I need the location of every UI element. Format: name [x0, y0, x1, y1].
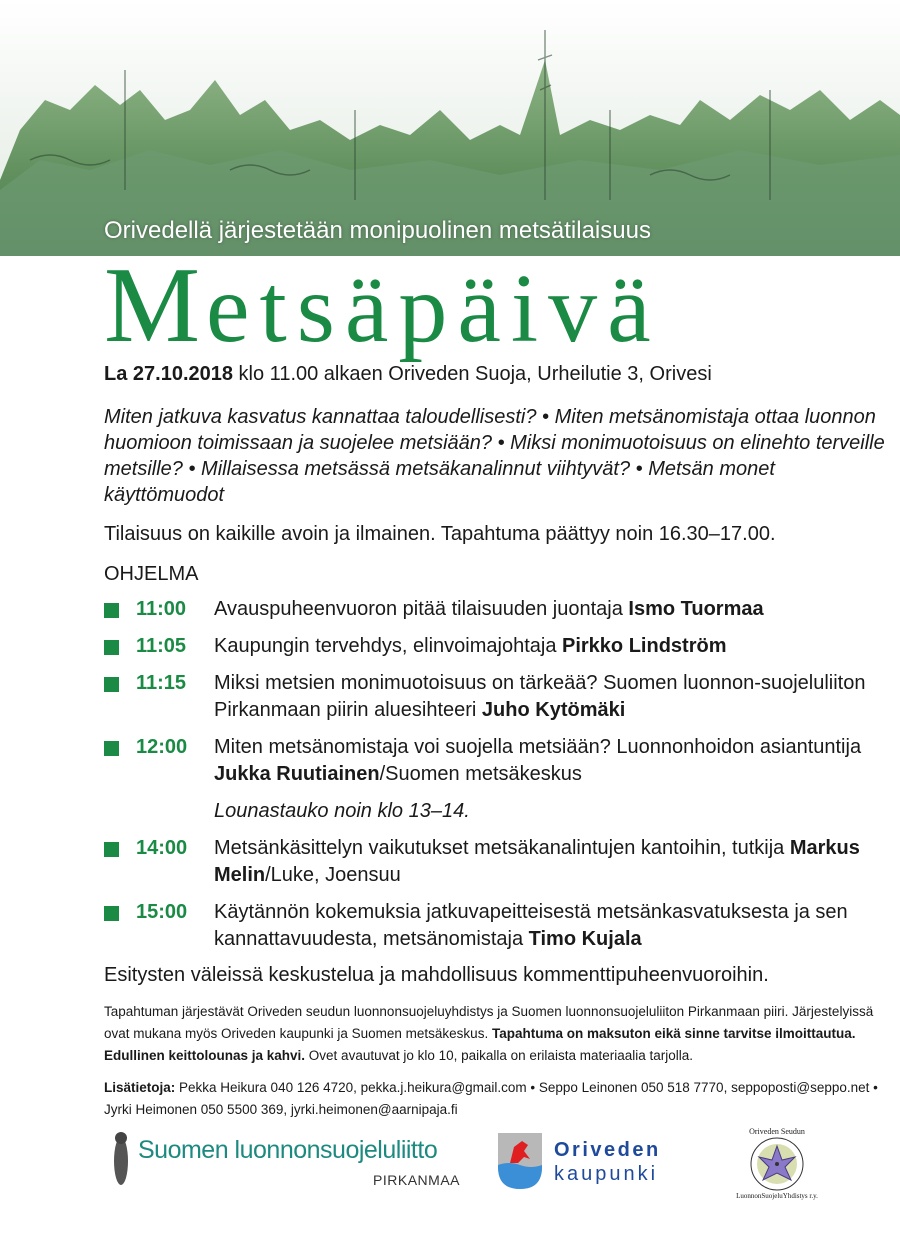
program-text	[214, 734, 886, 788]
osly-logo-bottom: LuonnonSuojeluYhdistys r.y.	[736, 1192, 818, 1200]
open-info: Tilaisuus on kaikille avoin ja ilmainen. Tapahtuma päättyy noin 16.30–17.00.	[104, 523, 776, 545]
bullet-square-icon	[104, 906, 119, 921]
speaker-name: Ismo Tuormaa	[628, 598, 764, 620]
program-after: /Luke, Joensuu	[265, 864, 401, 886]
program-time: 11:05	[136, 635, 187, 657]
program-desc: Miten metsänomistaja voi suojella metsiään? Luonnonhoidon asiantuntija	[214, 736, 862, 758]
lunch-break: Lounastauko noin klo 13–14.	[214, 800, 470, 822]
title-rest: etsäpäivä	[206, 255, 661, 363]
program-item	[104, 596, 886, 623]
program-desc: Metsänkäsittelyn vaikutukset metsäkanalintujen kantoihin, tutkija	[214, 837, 790, 859]
program-desc: Miksi metsien monimuotoisuus on tärkeää? Suomen luonnon-suojeluliiton Pirkanmaan piirin aluesihteeri	[214, 672, 866, 721]
bullet-square-icon	[104, 741, 119, 756]
orivesi-logo-text2: kaupunki	[554, 1163, 659, 1185]
program-item	[104, 899, 886, 953]
program-time: 11:00	[136, 598, 187, 620]
organizers-text	[104, 1001, 886, 1067]
program-time: 12:00	[136, 736, 188, 758]
organizers-text2: Ovet avautuvat jo klo 10, paikalla on erilaista materiaalia tarjolla.	[305, 1048, 694, 1063]
seal-icon	[110, 1129, 132, 1189]
event-date: La 27.10.2018	[104, 363, 233, 385]
organizers-text1: Tapahtuman järjestävät Oriveden seudun luonnonsuojeluyhdistys ja Suomen luonnonsuojeluliiton Pirkanmaan piiri. Järjestelyissä ovat mukana myös Oriveden kaupunki ja Suomen metsäkeskus.	[104, 1004, 874, 1041]
speaker-name: Jukka Ruutiainen	[214, 763, 380, 785]
program-item	[104, 670, 886, 724]
program-text	[214, 596, 886, 623]
speaker-name: Pirkko Lindström	[562, 635, 727, 657]
program-desc: Käytännön kokemuksia jatkuvapeitteisestä metsänkasvatuksesta ja sen kannattavuudesta, metsänomistaja	[214, 901, 848, 950]
orivesi-logo-text1: Oriveden	[554, 1139, 661, 1161]
sll-logo-sub: PIRKANMAA	[373, 1172, 460, 1188]
program-list-afternoon	[104, 835, 886, 953]
coat-of-arms-icon	[498, 1133, 542, 1189]
event-details: klo 11.00 alkaen Oriveden Suoja, Urheilutie 3, Orivesi	[233, 363, 712, 385]
program-time: 11:15	[136, 672, 187, 694]
contact-info	[104, 1077, 886, 1121]
program-text	[214, 670, 886, 724]
program-desc: Avauspuheenvuoron pitää tilaisuuden juontaja	[214, 598, 629, 620]
program-text	[214, 835, 886, 889]
closing-text: Esitysten väleissä keskustelua ja mahdollisuus kommenttipuheenvuoroihin.	[104, 964, 769, 986]
program-text	[214, 899, 886, 953]
osly-logo-top: Oriveden Seudun	[749, 1127, 805, 1136]
contact-text: Pekka Heikura 040 126 4720, pekka.j.heikura@gmail.com • Seppo Leinonen 050 518 7770, seppoposti@seppo.net • Jyrki Heimonen 050 5500 369, jyrki.heimonen@aarnipaja.fi	[104, 1080, 878, 1117]
program-item	[104, 633, 886, 660]
flower-icon	[750, 1137, 804, 1191]
program-time: 14:00	[136, 837, 188, 859]
poster-body	[104, 246, 886, 1201]
title-cap: M	[104, 246, 207, 365]
organizers-bold: Tapahtuma on maksuton eikä sinne tarvitse ilmoittautua. Edullinen keittolounas ja kahvi.	[104, 1026, 856, 1063]
program-desc: Kaupungin tervehdys, elinvoimajohtaja	[214, 635, 562, 657]
program-item	[104, 835, 886, 889]
bullet-square-icon	[104, 842, 119, 857]
program-after: /Suomen metsäkeskus	[379, 763, 582, 785]
contact-label: Lisätietoja:	[104, 1080, 176, 1095]
program-text	[214, 633, 886, 660]
bullet-square-icon	[104, 677, 119, 692]
program-item	[104, 734, 886, 788]
logo-row	[110, 1127, 886, 1201]
questions-text: Miten jatkuva kasvatus kannattaa taloudellisesti? • Miten metsänomistaja ottaa luonnon huomioon toimissaan ja suojelee metsiään? • Miksi monimuotoisuus on elinehto terveille metsille? • Millaisessa metsässä metsäkanalinnut viihtyvät? • Metsän monet käyttömuodot	[104, 406, 885, 506]
program-heading: OHJELMA	[104, 563, 199, 585]
sll-logo-text: Suomen luonnonsuojeluliitto	[138, 1136, 438, 1164]
page-title	[104, 246, 886, 365]
program-time: 15:00	[136, 901, 188, 923]
sll-logo	[110, 1129, 470, 1193]
program-list	[104, 596, 886, 788]
bullet-square-icon	[104, 640, 119, 655]
subtitle: Orivedellä järjestetään monipuolinen metsätilaisuus	[104, 217, 651, 244]
osly-logo	[722, 1127, 832, 1201]
speaker-name: Timo Kujala	[528, 928, 642, 950]
speaker-name: Markus Melin	[214, 837, 860, 886]
event-dateline	[104, 362, 886, 386]
orivesi-logo	[498, 1133, 698, 1193]
speaker-name: Juho Kytömäki	[481, 699, 626, 721]
forest-illustration	[0, 0, 900, 256]
bullet-square-icon	[104, 603, 119, 618]
